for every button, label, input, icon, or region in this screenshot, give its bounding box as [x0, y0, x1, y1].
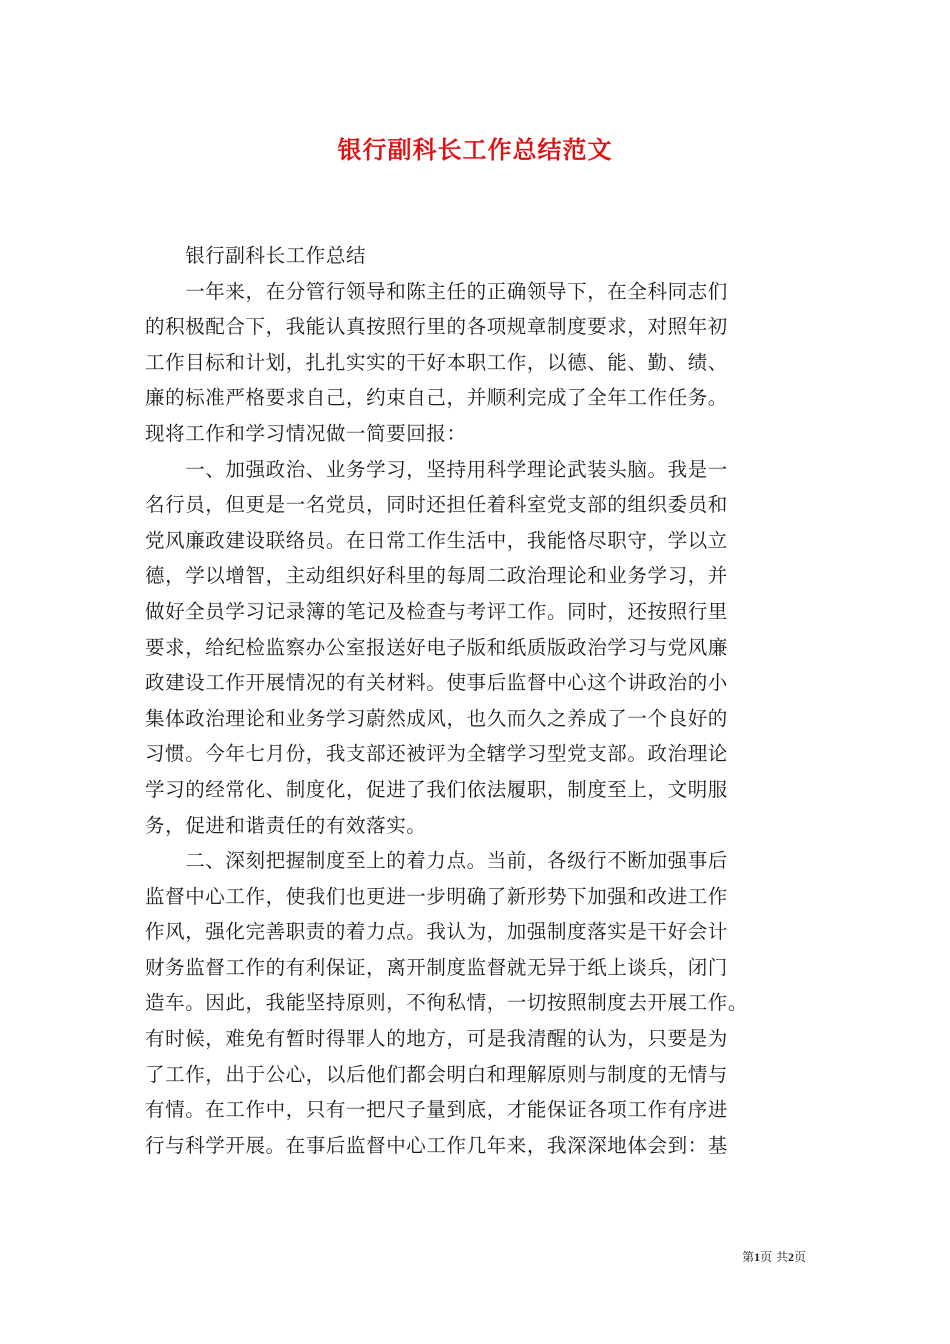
body-line: 做好全员学习记录簿的笔记及检查与考评工作。同时，还按照行里 — [145, 599, 728, 623]
body-line: 财务监督工作的有利保证，离开制度监督就无异于纸上谈兵，闭门 — [145, 955, 728, 979]
body-line: 作风，强化完善职责的着力点。我认为，加强制度落实是干好会计 — [145, 920, 728, 944]
body-line: 行与科学开展。在事后监督中心工作几年来，我深深地体会到：基 — [145, 1133, 728, 1157]
body-line: 集体政治理论和业务学习蔚然成风，也久而久之养成了一个良好的 — [145, 706, 728, 730]
footer-suffix: 页 — [793, 1250, 806, 1264]
document-body — [145, 238, 805, 1163]
body-line: 现将工作和学习情况做一简要回报： — [145, 421, 467, 445]
body-line: 务，促进和谐责任的有效落实。 — [145, 813, 427, 837]
body-line: 廉的标准严格要求自己，约束自己，并顺利完成了全年工作任务。 — [145, 386, 728, 410]
footer-middle: 页 共 — [760, 1250, 788, 1264]
body-line: 一、加强政治、业务学习，坚持用科学理论武装头脑。我是一 — [145, 457, 728, 481]
body-line: 名行员，但更是一名党员，同时还担任着科室党支部的组织委员和 — [145, 493, 728, 517]
body-line: 要求，给纪检监察办公室报送好电子版和纸质版政治学习与党风廉 — [145, 635, 728, 659]
page-footer — [0, 1248, 806, 1266]
body-line: 的积极配合下，我能认真按照行里的各项规章制度要求，对照年初 — [145, 315, 728, 339]
body-line: 有时候，难免有暂时得罪人的地方，可是我清醒的认为，只要是为 — [145, 1027, 728, 1051]
current-page-number: 1 — [754, 1250, 761, 1264]
body-line: 政建设工作开展情况的有关材料。使事后监督中心这个讲政治的小 — [145, 671, 728, 695]
body-line: 学习的经常化、制度化，促进了我们依法履职，制度至上，文明服 — [145, 777, 728, 801]
document-title: 银行副科长工作总结范文 — [337, 135, 613, 164]
body-line: 工作目标和计划，扎扎实实的干好本职工作，以德、能、勤、绩、 — [145, 350, 728, 374]
body-line: 二、深刻把握制度至上的着力点。当前，各级行不断加强事后 — [145, 849, 728, 873]
body-line: 银行副科长工作总结 — [145, 244, 367, 267]
body-line: 监督中心工作，使我们也更进一步明确了新形势下加强和改进工作 — [145, 884, 728, 908]
body-line: 习惯。今年七月份，我支部还被评为全辖学习型党支部。政治理论 — [145, 742, 728, 766]
total-page-count: 2 — [787, 1250, 794, 1264]
body-line: 党风廉政建设联络员。在日常工作生活中，我能恪尽职守，学以立 — [145, 528, 728, 552]
footer-prefix: 第 — [742, 1250, 755, 1264]
body-line: 德，学以增智，主动组织好科里的每周二政治理论和业务学习，并 — [145, 564, 728, 588]
body-line: 造车。因此，我能坚持原则，不徇私情，一切按照制度去开展工作。 — [145, 991, 749, 1015]
body-line: 有情。在工作中，只有一把尺子量到底，才能保证各项工作有序进 — [145, 1098, 728, 1122]
body-line: 一年来，在分管行领导和陈主任的正确领导下，在全科同志们 — [145, 279, 728, 303]
body-line: 了工作，出于公心，以后他们都会明白和理解原则与制度的无情与 — [145, 1062, 728, 1086]
